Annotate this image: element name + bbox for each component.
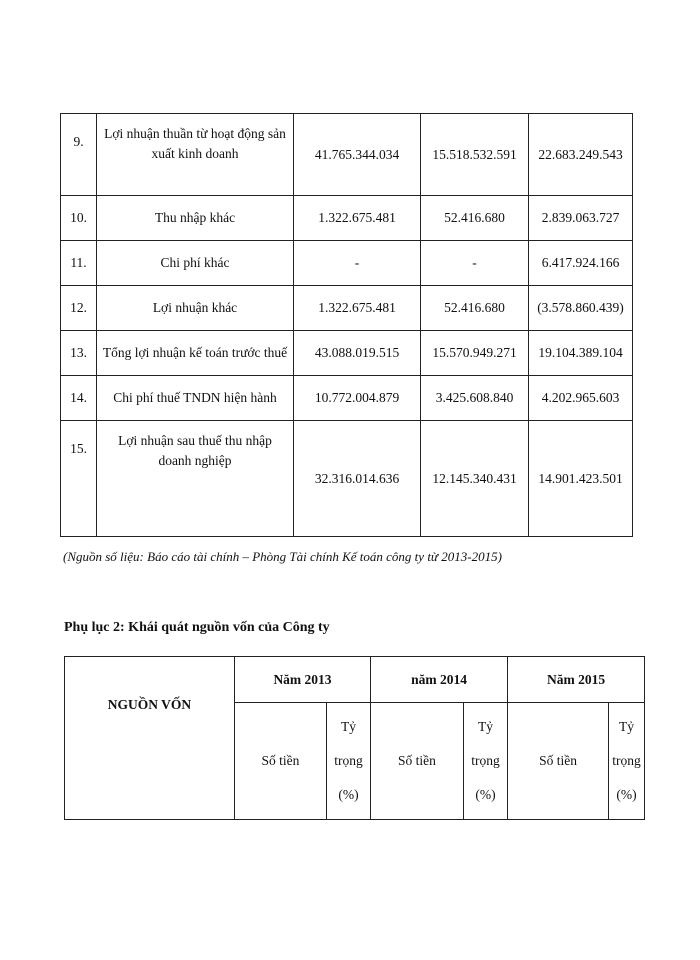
value-2015: 4.202.965.603	[529, 376, 633, 421]
table-row	[61, 196, 633, 241]
value-2014: 12.145.340.431	[421, 421, 529, 537]
value-2013: 32.316.014.636	[294, 421, 421, 537]
share-header	[464, 703, 508, 820]
share-header	[609, 703, 645, 820]
table-row	[61, 421, 633, 537]
value-2013: 10.772.004.879	[294, 376, 421, 421]
table-row	[61, 376, 633, 421]
row-number: 15.	[61, 421, 97, 537]
value-2015: 6.417.924.166	[529, 241, 633, 286]
value-2014: 15.570.949.271	[421, 331, 529, 376]
income-table	[60, 113, 633, 537]
value-2015: 19.104.389.104	[529, 331, 633, 376]
share-line: (%)	[616, 787, 637, 802]
share-line: Tỷ	[478, 719, 493, 734]
value-2015: 2.839.063.727	[529, 196, 633, 241]
item-name: Lợi nhuận khác	[97, 286, 294, 331]
share-line: (%)	[475, 787, 496, 802]
value-2014: -	[421, 241, 529, 286]
amount-header: Số tiền	[508, 703, 609, 820]
share-line: Tỷ	[619, 719, 635, 734]
year-2013-header: Năm 2013	[235, 657, 371, 703]
value-2014: 15.518.532.591	[421, 114, 529, 196]
item-name: Tổng lợi nhuận kế toán trước thuế	[97, 331, 294, 376]
amount-header: Số tiền	[235, 703, 327, 820]
share-line: trọng	[334, 753, 363, 768]
year-2015-header: Năm 2015	[508, 657, 645, 703]
value-2014: 52.416.680	[421, 286, 529, 331]
amount-header: Số tiền	[371, 703, 464, 820]
appendix-2-title: Phụ lục 2: Khái quát nguồn vốn của Công ty	[64, 620, 330, 635]
year-2014-header: năm 2014	[371, 657, 508, 703]
row-number: 9.	[61, 114, 97, 196]
share-line: trọng	[612, 753, 641, 768]
share-line: Tỷ	[341, 719, 356, 734]
share-header	[327, 703, 371, 820]
row-number: 13.	[61, 331, 97, 376]
value-2014: 52.416.680	[421, 196, 529, 241]
table-row	[61, 286, 633, 331]
item-name: Chi phí khác	[97, 241, 294, 286]
table-row	[61, 331, 633, 376]
share-line: (%)	[338, 787, 359, 802]
item-name: Thu nhập khác	[97, 196, 294, 241]
capital-table	[64, 656, 645, 820]
source-header: NGUỒN VỐN	[65, 657, 235, 820]
row-number: 10.	[61, 196, 97, 241]
value-2013: 43.088.019.515	[294, 331, 421, 376]
item-name: Chi phí thuế TNDN hiện hành	[97, 376, 294, 421]
share-line: trọng	[471, 753, 500, 768]
year-header-row	[65, 657, 645, 703]
row-number: 11.	[61, 241, 97, 286]
value-2013: 1.322.675.481	[294, 286, 421, 331]
item-name: Lợi nhuận sau thuế thu nhập doanh nghiệp	[97, 421, 294, 537]
row-number: 14.	[61, 376, 97, 421]
value-2015: 22.683.249.543	[529, 114, 633, 196]
table-row	[61, 241, 633, 286]
value-2015: 14.901.423.501	[529, 421, 633, 537]
item-name: Lợi nhuận thuần từ hoạt động sản xuất kinh doanh	[97, 114, 294, 196]
value-2015: (3.578.860.439)	[529, 286, 633, 331]
table-row	[61, 114, 633, 196]
value-2013: 1.322.675.481	[294, 196, 421, 241]
value-2013: 41.765.344.034	[294, 114, 421, 196]
value-2013: -	[294, 241, 421, 286]
value-2014: 3.425.608.840	[421, 376, 529, 421]
source-note: (Nguồn số liệu: Báo cáo tài chính – Phòng Tài chính Kế toán công ty từ 2013-2015)	[63, 549, 502, 564]
row-number: 12.	[61, 286, 97, 331]
